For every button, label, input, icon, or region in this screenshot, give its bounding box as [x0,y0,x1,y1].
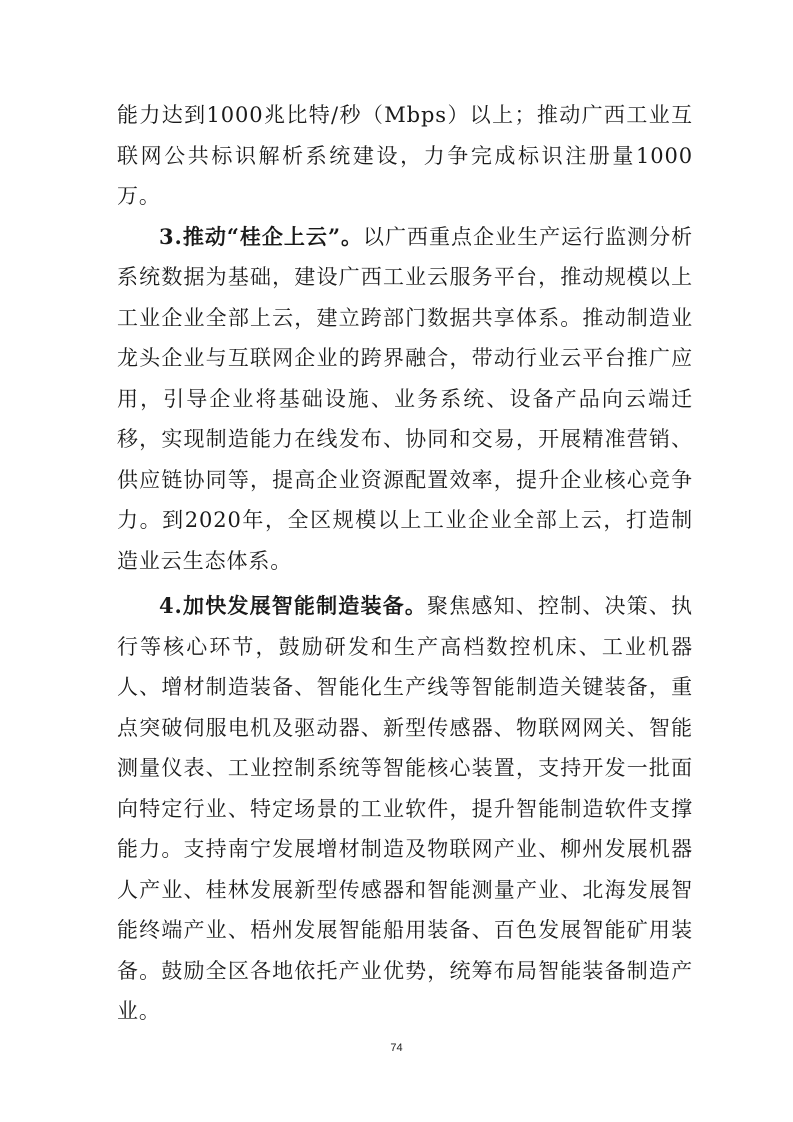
page-number: 74 [390,1042,403,1054]
paragraph-continuation [117,95,693,217]
paragraph-text: 能力达到1000兆比特/秒（Mbps）以上；推动广西工业互联网公共标识解析系统建设，力争完成标识注册量1000万。 [117,103,693,208]
paragraph-cloud [117,217,693,582]
paragraph-heading: 3.推动“桂企上云”。 [159,223,364,249]
document-body [117,95,693,1032]
paragraph-heading: 4.加快发展智能制造装备。 [159,593,428,618]
paragraph-text: 聚焦感知、控制、决策、执行等核心环节，鼓励研发和生产高档数控机床、工业机器人、增材制造装备、智能化生产线等智能制造关键装备，重点突破伺服电机及驱动器、新型传感器、物联网网关、智能测量仪表、工业控制系统等智能核心装置，支持开发一批面向特定行业、特定场景的工业软件，提升智能制造软件支撑能力。支持南宁发展增材制造及物联网产业、柳州发展机器人产业、桂林发展新型传感器和智能测量产业、北海发展智能终端产业、梧州发展智能船用装备、百色发展智能矿用装备。鼓励全区各地依托产业优势，统筹布局智能装备制造产业。 [117,594,693,1023]
paragraph-smart-manufacturing [117,586,693,1032]
paragraph-text: 以广西重点企业生产运行监测分析系统数据为基础，建设广西工业云服务平台，推动规模以上工业企业全部上云，建立跨部门数据共享体系。推动制造业龙头企业与互联网企业的跨界融合，带动行业云平台推广应用，引导企业将基础设施、业务系统、设备产品向云端迁移，实现制造能力在线发布、协同和交易，开展精准营销、供应链协同等，提高企业资源配置效率，提升企业核心竞争力。到2020年，全区规模以上工业企业全部上云，打造制造业云生态体系。 [117,224,693,573]
